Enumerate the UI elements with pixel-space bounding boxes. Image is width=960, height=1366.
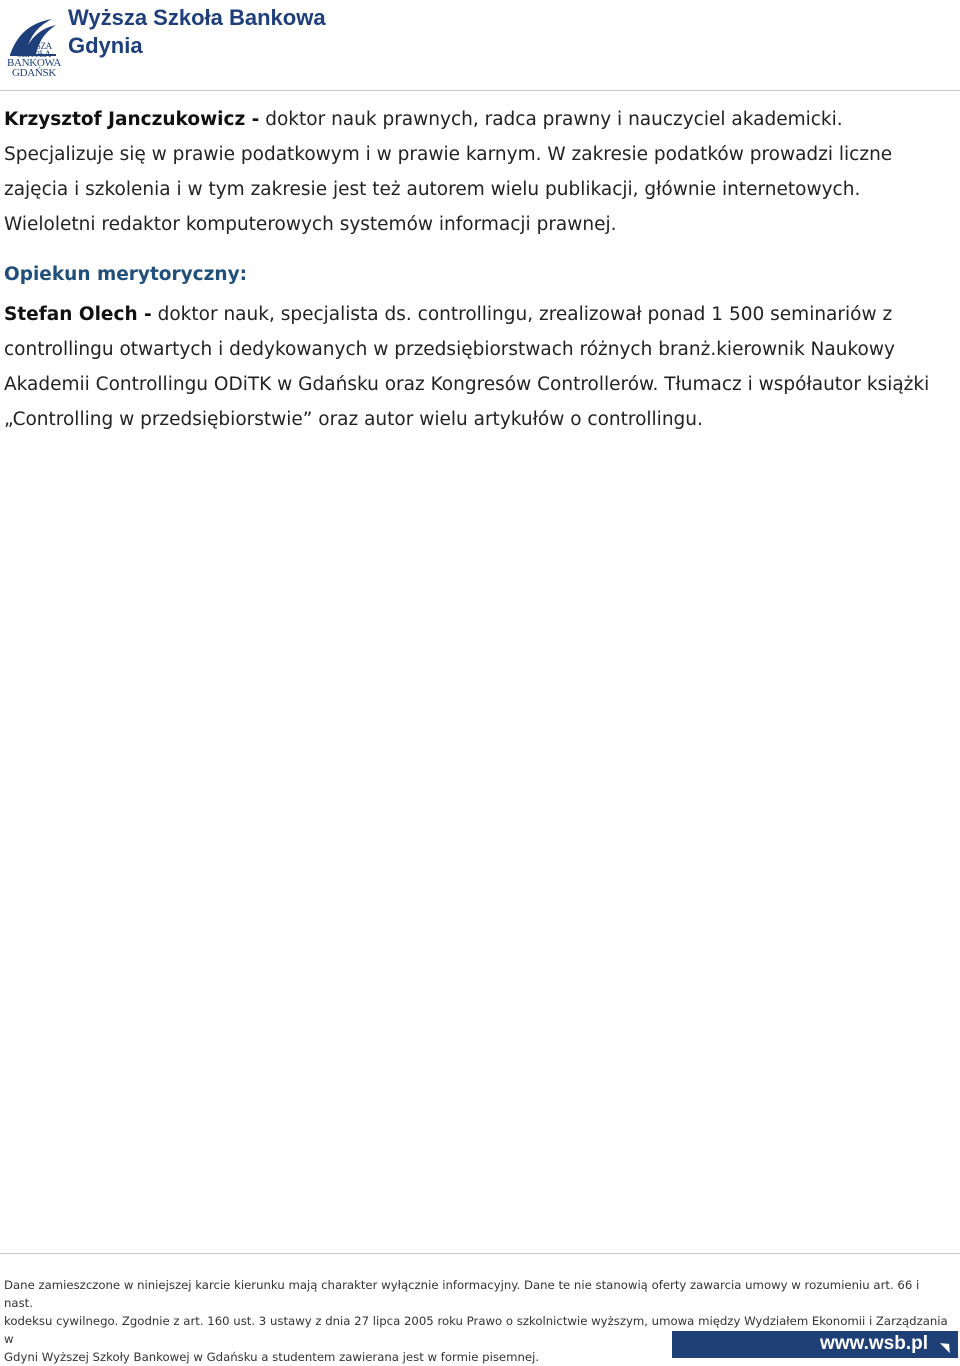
disclaimer-line: Dane zamieszczone w niniejszej karcie kierunku mają charakter wyłącznie informacyjny. Dane te nie stanowią oferty zawarcia umowy w rozumieniu art. 66 i nast. <box>4 1278 920 1310</box>
website-link[interactable]: www.wsb.pl <box>819 1333 928 1354</box>
cursor-arrow-icon <box>940 1339 954 1353</box>
bio-paragraph-janczukowicz <box>4 102 954 242</box>
disclaimer-line: Gdyni Wyższej Szkoły Bankowej w Gdańsku a studentem zawierana jest w formie pisemnej. <box>4 1350 540 1364</box>
footer-divider <box>0 1253 960 1254</box>
disclaimer-line: kodeksu cywilnego. Zgodnie z art. 160 ust. 3 ustawy z dnia 27 lipca 2005 roku Prawo o szkolnictwie wyższym, umowa między Wydziałem Ekonomii i Zarządzania w <box>4 1314 948 1346</box>
logo-wordmark-small: WYŻSZA SZKOŁA BANKOWA GDAŃSK <box>6 41 62 79</box>
brand-title <box>68 4 326 60</box>
bio-text: doktor nauk, specjalista ds. controllingu, zrealizował ponad 1 500 seminariów z controllingu otwartych i dedykowanych w przedsiębiorstwach różnych branż.kierownik Naukowy Akademii Controllingu ODiTK w Gdańsku oraz Kongresów Controllerów. Tłumacz i współautor książki „Controlling w przedsiębiorstwie” oraz autor wielu artykułów o controllingu. <box>4 304 930 430</box>
main-content <box>4 102 954 437</box>
brand-line-1: Wyższa Szkoła Bankowa <box>68 5 326 30</box>
brand-line-2: Gdynia <box>68 33 143 58</box>
bio-text: doktor nauk prawnych, radca prawny i nauczyciel akademicki. Specjalizuje się w prawie podatkowym i w prawie karnym. W zakresie podatków prowadzi liczne zajęcia i szkolenia i w tym zakresie jest też autorem wielu publikacji, głównie internetowych. Wieloletni redaktor komputerowych systemów informacji prawnej. <box>4 109 893 235</box>
person-name: Krzysztof Janczukowicz - <box>4 109 260 130</box>
bio-paragraph-olech <box>4 297 954 437</box>
website-link-bar[interactable] <box>672 1331 958 1358</box>
section-heading: Opiekun merytoryczny: <box>4 264 248 285</box>
page-header <box>0 0 960 91</box>
person-name: Stefan Olech - <box>4 304 152 325</box>
